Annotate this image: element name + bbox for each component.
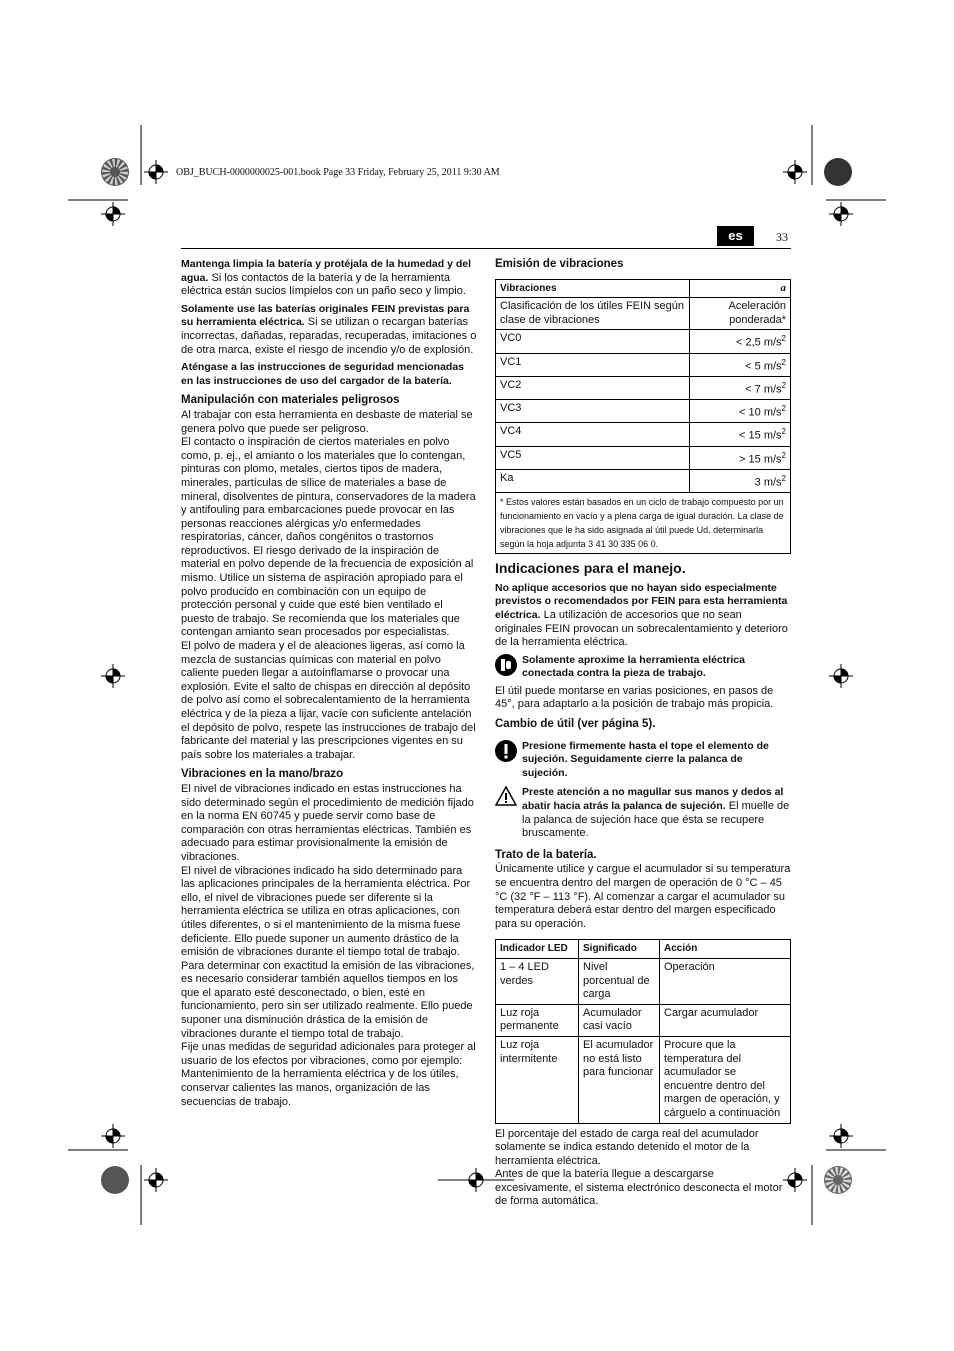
table-header: Acción <box>660 940 791 959</box>
table-cell: Luz roja intermitente <box>496 1036 579 1123</box>
table-cell: Cargar acumulador <box>660 1004 791 1036</box>
table-cell: VC5 <box>496 446 690 469</box>
table-header: a <box>690 279 791 298</box>
table-cell: < 7 $m/s^2$ <box>690 376 791 399</box>
paragraph: Fije unas medidas de seguridad adicionales para proteger al usuario de los efectos por vibraciones, como por ejemplo: Mantenimiento de la herramienta eléctrica y de los útiles, conservar calientes las manos, organización de las secuencias de trabajo. <box>181 1041 476 1108</box>
table-row <box>496 330 791 353</box>
table-cell: Acumulador casi vacío <box>579 1004 660 1036</box>
table-cell: VC3 <box>496 400 690 423</box>
table-cell: El acumulador no está listo para funcionar <box>579 1036 660 1123</box>
paragraph: El nivel de vibraciones indicado ha sido determinado para las aplicaciones principales de la herramienta eléctrica. Por ello, el nivel de vibraciones puede ser diferente si la herramienta eléctrica se utiliza en otras aplicaciones, con útiles diferentes, o si el mantenimiento de la misma fuese deficiente. Ello puede suponer un aumento drástico de la emisión de vibraciones durante el tiempo total de trabajo. <box>181 864 471 959</box>
table-row <box>496 958 791 1004</box>
table-row <box>496 423 791 446</box>
table-cell: Nivel porcentual de carga <box>579 958 660 1004</box>
right-column <box>495 258 791 1213</box>
table-cell: VC2 <box>496 376 690 399</box>
paragraph: Mantenga limpia la batería y protéjala de la humedad y del agua. Si los contactos de la batería y de la herramienta eléctrica están sucios límpielos con un paño seco y limpio. <box>181 258 472 298</box>
paragraph: Aténgase a las instrucciones de seguridad mencionadas en las instrucciones de uso del cargador de la batería. <box>181 361 465 387</box>
table-cell: Clasificación de los útiles FEIN según clase de vibraciones <box>496 298 690 330</box>
table-row <box>496 376 791 399</box>
note-row: Preste atención a no magullar sus manos y dedos al abatir hacia atrás la palanca de sujeción. El muelle de la palanca de sujeción hace que ésta se recupere bruscamente. <box>495 786 791 840</box>
table-cell: 1 – 4 LED verdes <box>496 958 579 1004</box>
paragraph: Únicamente utilice y cargue el acumulador si su temperatura se encuentra dentro del margen de operación de 0 °C – 45 °C (32 °F – 113 °F). Al comenzar a cargar el acumulador su temperatura deberá estar dentro del margen especificado para su operación. <box>495 863 791 930</box>
section-heading: Cambio de útil (ver página 5). <box>495 718 656 731</box>
section-heading: Trato de la batería. <box>495 848 597 861</box>
table-header: Indicador LED <box>496 940 579 959</box>
table-row <box>496 446 791 469</box>
led-table <box>495 939 791 1123</box>
paragraph: El contacto o inspiración de ciertos materiales en polvo como, p. ej., el amianto o los materiales que lo contengan, pinturas con plomo, metales, ciertos tipos de madera, minerales, partículas de sílice de materiales a base de mineral, disolventes de pintura, conservadores de la madera y antifouling para embarcaciones puede provocar en las personas reacciones alérgicas y/o enfermedades respiratorias, cáncer, daños congénitos o trastornos reproductivos. El riesgo derivado de la inspiración de material en polvo depende de la frecuencia de exposición al mismo. Utilice un sistema de aspiración apropiado para el polvo producido en combinación con un equipo de protección personal y cuide que esté bien ventilado el puesto de trabajo. Se recomienda que los materiales que contengan amianto sean procesados por especialistas. <box>181 436 476 639</box>
paragraph: Al trabajar con esta herramienta en desbaste de material se genera polvo que puede ser peligroso. <box>181 408 473 435</box>
header-rule <box>181 248 791 249</box>
paragraph: Para determinar con exactitud la emisión de las vibraciones, es necesario considerar también aquellos tiempos en los que el aparato esté desconectado, o bien, esté en funcionamiento, pero sin ser utilizado realmente. Ello puede suponer una disminución drástica de la emisión de vibraciones durante el tiempo total de trabajo. <box>181 959 475 1040</box>
paragraph: El polvo de madera y el de aleaciones ligeras, así como la mezcla de sustancias químicas con material en polvo caliente pueden llegar a autoinflamarse o provocar una explosión. Evite el salto de chispas en dirección al depósito de polvo así como el sobrecalentamiento de la herramienta eléctrica y de la pieza a lijar, vacíe con suficiente antelación el depósito de polvo, respete las instrucciones de trabajo del fabricante del material y las prescripciones vigentes en su país sobre los materiales a trabajar. <box>181 640 476 761</box>
table-header: Significado <box>579 940 660 959</box>
paragraph: Antes de que la batería llegue a descargarse excesivamente, el sistema electrónico desconecta el motor de forma automática. <box>495 1168 783 1208</box>
paragraph: El porcentaje del estado de carga real del acumulador solamente se indica estando detenido el motor de la herramienta eléctrica. <box>495 1127 759 1167</box>
table-cell: < 15 $m/s^2$ <box>690 423 791 446</box>
table-footnote: * Estos valores están basados en un ciclo de trabajo compuesto por un funcionamiento en vacío y a plena carga de igual duración. La clase de vibraciones que le ha sido asignada al útil puede Ud. determinarla según la hoja adjunta 3 41 30 335 06 0. <box>496 493 791 554</box>
section-heading: Manipulación con materiales peligrosos <box>181 394 400 407</box>
left-column <box>181 258 477 1109</box>
table-row <box>496 353 791 376</box>
paragraph: Solamente use las baterías originales FEIN previstas para su herramienta eléctrica. Si se utilizan o recargan baterías incorrectas, dañadas, reparadas, recuperadas, imitaciones o de otra marca, existe el riesgo de incendio y/o de explosión. <box>181 302 477 356</box>
language-tab: es <box>717 226 754 246</box>
table-cell: Ka <box>496 469 690 492</box>
table-cell: < 2,5 $m/s^2$ <box>690 330 791 353</box>
paragraph: No aplique accesorios que no hayan sido especialmente previstos o recomendados por FEIN para esta herramienta eléctrica. La utilización de accesorios que no sean originales FEIN provocan un sobrecalentamiento y deterioro de la herramienta eléctrica. <box>495 581 788 649</box>
paragraph: El nivel de vibraciones indicado en estas instrucciones ha sido determinado según el procedimiento de medición fijado en la norma EN 60745 y puede servir como base de comparación con otras herramientas eléctricas. También es adecuado para estimar provisionalmente la emisión de vibraciones. <box>181 782 474 863</box>
table-cell: Aceleración ponderada* <box>690 298 791 330</box>
section-heading: Emisión de vibraciones <box>495 258 624 270</box>
table-row <box>496 1036 791 1123</box>
table-cell: VC1 <box>496 353 690 376</box>
warning-triangle-icon <box>495 786 517 811</box>
table-header: Vibraciones <box>496 279 690 298</box>
section-heading: Indicaciones para el manejo. <box>495 560 686 577</box>
book-line: OBJ_BUCH-0000000025-001.book Page 33 Friday, February 25, 2011 9:30 AM <box>176 167 500 178</box>
table-cell: 3 $m/s^2$ <box>690 469 791 492</box>
section-heading: Vibraciones en la mano/brazo <box>181 768 344 781</box>
note-row: Presione firmemente hasta el tope el elemento de sujeción. Seguidamente cierre la palanca de sujeción. <box>495 740 791 781</box>
exclamation-circle-icon <box>495 740 517 767</box>
vibration-table <box>495 279 791 555</box>
table-cell: Luz roja permanente <box>496 1004 579 1036</box>
page-number: 33 <box>776 230 788 244</box>
paragraph: El útil puede montarse en varias posiciones, en pasos de 45°, para adaptarlo a la posición de trabajo más propicia. <box>495 684 774 711</box>
hand-on-tool-icon <box>495 654 517 681</box>
table-row <box>496 1004 791 1036</box>
table-cell: VC4 <box>496 423 690 446</box>
table-cell: > 15 $m/s^2$ <box>690 446 791 469</box>
table-cell: Procure que la temperatura del acumulador se encuentre dentro del margen de operación, y cárguelo a continuación <box>660 1036 791 1123</box>
table-row <box>496 400 791 423</box>
table-row <box>496 469 791 492</box>
table-cell: < 10 $m/s^2$ <box>690 400 791 423</box>
table-cell: VC0 <box>496 330 690 353</box>
note-row: Solamente aproxime la herramienta eléctrica conectada contra la pieza de trabajo. <box>495 654 791 681</box>
table-cell: Operación <box>660 958 791 1004</box>
table-cell: < 5 $m/s^2$ <box>690 353 791 376</box>
